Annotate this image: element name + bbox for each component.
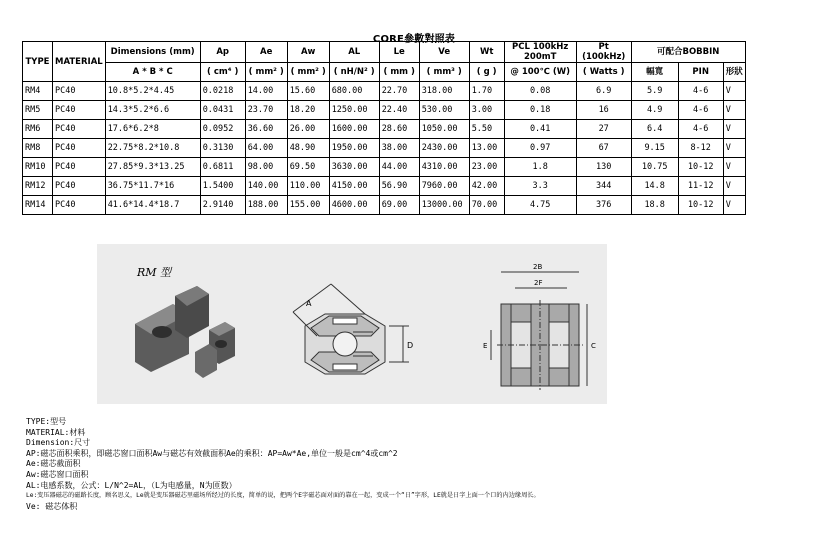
rm-core-top-view: [293, 284, 409, 374]
col-bobbin: 可配合BOBBIN: [631, 42, 745, 63]
cell-wt: 3.00: [469, 101, 504, 120]
dim-label-c: C: [591, 342, 596, 350]
cell-material: PC40: [53, 158, 106, 177]
cell-pcl: 4.75: [504, 196, 576, 215]
col-le-unit: ( mm ): [379, 63, 419, 82]
cell-al: 1600.00: [329, 120, 379, 139]
table-row: [23, 196, 746, 215]
cell-type: RM4: [23, 82, 53, 101]
cell-aw: 155.00: [287, 196, 329, 215]
table-row: [23, 158, 746, 177]
note-line: AL:电感系数，公式：L/N^2=AL，（L为电感量，N为匝数）: [26, 480, 237, 490]
cell-ap: 0.0218: [200, 82, 245, 101]
cell-wt: 70.00: [469, 196, 504, 215]
cell-ae: 188.00: [245, 196, 287, 215]
cell-aw: 26.00: [287, 120, 329, 139]
cell-pcl: 0.18: [504, 101, 576, 120]
dim-label-d: D: [407, 341, 414, 350]
cell-shape: V: [723, 120, 745, 139]
cell-wt: 23.00: [469, 158, 504, 177]
cell-aw: 18.20: [287, 101, 329, 120]
cell-wt: 42.00: [469, 177, 504, 196]
rm-core-photo: [135, 286, 235, 378]
cell-shape: V: [723, 82, 745, 101]
cell-aw: 69.50: [287, 158, 329, 177]
cell-pcl: 0.08: [504, 82, 576, 101]
cell-pt: 16: [576, 101, 631, 120]
col-ap: Ap: [200, 42, 245, 63]
cell-type: RM12: [23, 177, 53, 196]
col-dimensions-sub: A * B * C: [105, 63, 200, 82]
cell-ap: 0.0431: [200, 101, 245, 120]
cell-le: 22.40: [379, 101, 419, 120]
cell-ap: 2.9140: [200, 196, 245, 215]
cell-material: PC40: [53, 196, 106, 215]
cell-type: RM14: [23, 196, 53, 215]
rm-core-section-view: [491, 272, 587, 390]
cell-ap: 0.6811: [200, 158, 245, 177]
col-type: TYPE: [23, 42, 53, 82]
cell-pcl: 1.8: [504, 158, 576, 177]
cell-pcl: 3.3: [504, 177, 576, 196]
cell-type: RM6: [23, 120, 53, 139]
cell-al: 4600.00: [329, 196, 379, 215]
cell-type: RM8: [23, 139, 53, 158]
cell-width: 5.9: [631, 82, 678, 101]
dim-label-2f: 2F: [534, 279, 543, 287]
cell-ve: 13000.00: [419, 196, 469, 215]
cell-ap: 1.5400: [200, 177, 245, 196]
cell-material: PC40: [53, 101, 106, 120]
drawing-caption: RM 型: [137, 266, 172, 279]
cell-le: 56.90: [379, 177, 419, 196]
col-dimensions: Dimensions (mm): [105, 42, 200, 63]
cell-pt: 67: [576, 139, 631, 158]
note-line: Dimension:尺寸: [26, 438, 91, 448]
cell-ve: 1050.00: [419, 120, 469, 139]
cell-aw: 15.60: [287, 82, 329, 101]
cell-pin: 4-6: [678, 101, 723, 120]
page-title: CORE參數對照表: [372, 34, 456, 45]
cell-width: 4.9: [631, 101, 678, 120]
cell-wt: 13.00: [469, 139, 504, 158]
cell-pcl: 0.41: [504, 120, 576, 139]
cell-ae: 23.70: [245, 101, 287, 120]
cell-dimensions: 41.6*14.4*18.7: [105, 196, 200, 215]
cell-ve: 7960.00: [419, 177, 469, 196]
col-ap-unit: ( cm⁴ ): [200, 63, 245, 82]
cell-width: 9.15: [631, 139, 678, 158]
cell-dimensions: 22.75*8.2*10.8: [105, 139, 200, 158]
note-line: MATERIAL:材料: [26, 427, 86, 437]
cell-aw: 110.00: [287, 177, 329, 196]
cell-dimensions: 17.6*6.2*8: [105, 120, 200, 139]
cell-ap: 0.0952: [200, 120, 245, 139]
cell-dimensions: 10.8*5.2*4.45: [105, 82, 200, 101]
cell-dimensions: 27.85*9.3*13.25: [105, 158, 200, 177]
note-line: TYPE:型号: [26, 417, 67, 426]
col-pt-unit: ( Watts ): [576, 63, 631, 82]
note-line: Le:变压器磁芯的磁路长度，顾名思义，Le就是变压器磁芯里磁场所经过的长度，简单的说，把两个E字磁芯面对面的靠在一起，变成一个“日”字形，LE就是日字上面一个口的内边缘周长。: [26, 492, 540, 500]
cell-ve: 530.00: [419, 101, 469, 120]
cell-le: 69.00: [379, 196, 419, 215]
cell-le: 38.00: [379, 139, 419, 158]
cell-ae: 36.60: [245, 120, 287, 139]
cell-pin: 10-12: [678, 196, 723, 215]
note-line: AP:磁芯面积乘积，即磁芯窗口面积Aw与磁芯有效截面积Ae的乘积：AP=Aw*Ae,单位一般是cm^4或cm^2: [26, 448, 398, 458]
rm-core-drawing: [97, 244, 607, 404]
cell-ae: 98.00: [245, 158, 287, 177]
col-le: Le: [379, 42, 419, 63]
cell-width: 6.4: [631, 120, 678, 139]
cell-width: 10.75: [631, 158, 678, 177]
cell-shape: V: [723, 196, 745, 215]
cell-pin: 4-6: [678, 120, 723, 139]
table-row: [23, 139, 746, 158]
cell-shape: V: [723, 177, 745, 196]
col-pcl-unit: @ 100℃ (W): [504, 63, 576, 82]
cell-material: PC40: [53, 177, 106, 196]
dim-label-a: A: [306, 299, 312, 308]
cell-type: RM5: [23, 101, 53, 120]
cell-material: PC40: [53, 82, 106, 101]
col-pcl: PCL 100kHz 200mT: [504, 42, 576, 63]
col-width: 幅寬: [631, 63, 678, 82]
cell-ve: 4310.00: [419, 158, 469, 177]
cell-al: 1250.00: [329, 101, 379, 120]
cell-pin: 11-12: [678, 177, 723, 196]
cell-dimensions: 36.75*11.7*16: [105, 177, 200, 196]
note-line: Ve: 磁芯体积: [26, 501, 78, 511]
glossary-notes: [26, 417, 540, 512]
cell-ae: 64.00: [245, 139, 287, 158]
col-pt: Pt (100kHz): [576, 42, 631, 63]
cell-wt: 5.50: [469, 120, 504, 139]
note-line: Aw:磁芯窗口面积: [26, 469, 89, 479]
cell-shape: V: [723, 158, 745, 177]
col-ve-unit: ( mm³ ): [419, 63, 469, 82]
col-aw: Aw: [287, 42, 329, 63]
table-row: [23, 177, 746, 196]
cell-al: 680.00: [329, 82, 379, 101]
col-al: AL: [329, 42, 379, 63]
col-ae: Ae: [245, 42, 287, 63]
note-line: Ae:磁芯截面积: [26, 459, 81, 469]
col-ae-unit: ( mm² ): [245, 63, 287, 82]
cell-material: PC40: [53, 139, 106, 158]
cell-aw: 48.90: [287, 139, 329, 158]
cell-width: 18.8: [631, 196, 678, 215]
cell-type: RM10: [23, 158, 53, 177]
cell-pt: 130: [576, 158, 631, 177]
cell-pt: 27: [576, 120, 631, 139]
col-wt: Wt: [469, 42, 504, 63]
dim-label-e: E: [483, 342, 488, 350]
cell-al: 4150.00: [329, 177, 379, 196]
col-shape: 形狀: [723, 63, 745, 82]
cell-le: 22.70: [379, 82, 419, 101]
col-material: MATERIAL: [53, 42, 106, 82]
cell-ae: 140.00: [245, 177, 287, 196]
table-row: [23, 120, 746, 139]
dim-label-2b: 2B: [533, 263, 543, 271]
cell-shape: V: [723, 101, 745, 120]
cell-dimensions: 14.3*5.2*6.6: [105, 101, 200, 120]
cell-ap: 0.3130: [200, 139, 245, 158]
col-al-unit: ( nH/N² ): [329, 63, 379, 82]
cell-material: PC40: [53, 120, 106, 139]
cell-pt: 344: [576, 177, 631, 196]
cell-le: 44.00: [379, 158, 419, 177]
table-row: [23, 82, 746, 101]
col-ve: Ve: [419, 42, 469, 63]
core-parameter-table: [22, 41, 746, 215]
cell-pin: 10-12: [678, 158, 723, 177]
table-row: [23, 101, 746, 120]
cell-al: 1950.00: [329, 139, 379, 158]
cell-pin: 4-6: [678, 82, 723, 101]
cell-al: 3630.00: [329, 158, 379, 177]
cell-ve: 2430.00: [419, 139, 469, 158]
cell-ae: 14.00: [245, 82, 287, 101]
cell-width: 14.8: [631, 177, 678, 196]
cell-ve: 318.00: [419, 82, 469, 101]
cell-pin: 8-12: [678, 139, 723, 158]
col-wt-unit: ( g ): [469, 63, 504, 82]
col-pin: PIN: [678, 63, 723, 82]
cell-shape: V: [723, 139, 745, 158]
cell-pcl: 0.97: [504, 139, 576, 158]
cell-wt: 1.70: [469, 82, 504, 101]
cell-pt: 6.9: [576, 82, 631, 101]
cell-pt: 376: [576, 196, 631, 215]
cell-le: 28.60: [379, 120, 419, 139]
col-aw-unit: ( mm² ): [287, 63, 329, 82]
